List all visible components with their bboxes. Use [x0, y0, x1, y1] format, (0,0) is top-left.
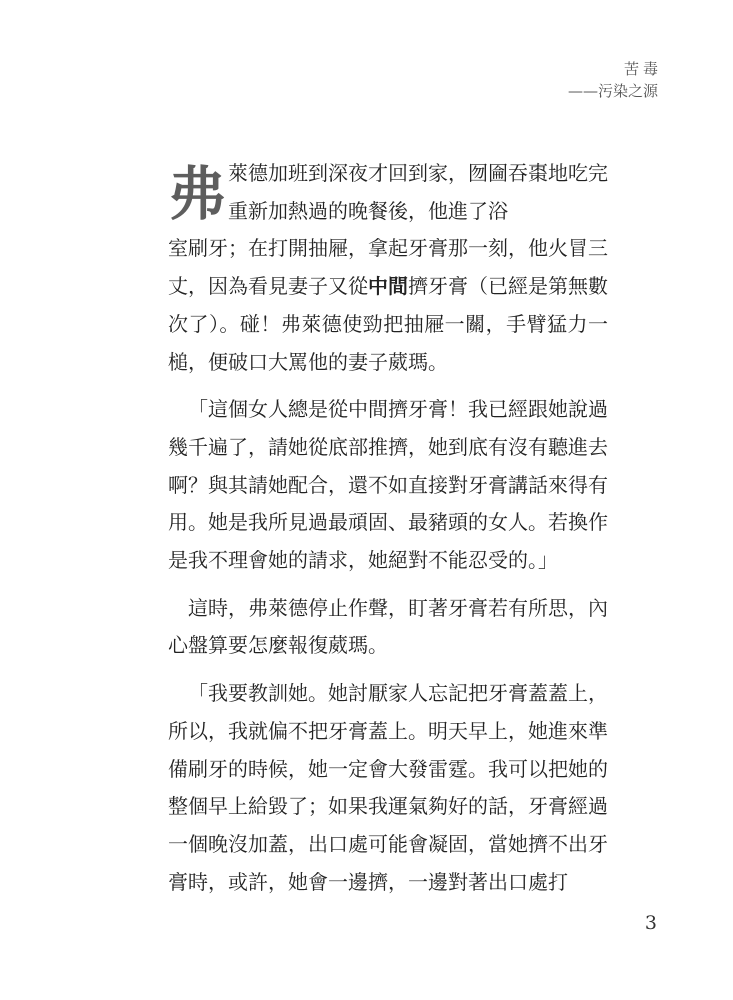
paragraph-1-mid: 室刷牙；在打開抽屜，拿起牙膏那一刻，他火冒三丈，因為看見妻子又從 — [168, 236, 608, 299]
emphasis-text: 中間 — [368, 274, 408, 299]
drop-cap: 弗 — [168, 160, 227, 228]
body-text — [168, 155, 608, 901]
paragraph-3: 這時，弗萊德停止作聲，盯著牙膏若有所思，內心盤算要怎麼報復葳瑪。 — [168, 595, 608, 658]
running-header — [567, 58, 662, 102]
paragraph-1-lead: 萊德加班到深夜才回到家，囫圇吞棗地吃完重新加熱過的晚餐後，他進了浴 — [228, 161, 608, 223]
paragraph-4: 「我要教訓她。她討厭家人忘記把牙膏蓋蓋上，所以，我就偏不把牙膏蓋上。明天早上，她進來準備刷牙的時候，她一定會大發雷霆。我可以把她的整個早上給毀了；如果我運氣夠好的話，牙膏經過一個晚沒加蓋，出口處可能會凝固，當她擠不出牙膏時，或許，她會一邊擠，一邊對著出口處打 — [168, 681, 608, 894]
paragraph-2: 「這個女人總是從中間擠牙膏！我已經跟她說過幾千遍了，請她從底部推擠，她到底有沒有聽進去啊？與其請她配合，還不如直接對牙膏講話來得有用。她是我所見過最頑固、最豬頭的女人。若換作是我不理會她的請求，她絕對不能忍受的。」 — [168, 397, 608, 573]
paragraph-1-tail-block — [168, 230, 608, 381]
book-title: 苦毒 — [623, 60, 662, 78]
paragraph-1-tail: 擠牙膏（已經是第無數次了）。碰！弗萊德使勁把抽屜一關，手臂猛力一槌，便破口大罵他的妻子葳瑪。 — [168, 274, 608, 374]
book-subtitle: ——污染之源 — [567, 82, 658, 100]
page-number: 3 — [644, 912, 657, 934]
paragraph-1 — [168, 155, 608, 381]
